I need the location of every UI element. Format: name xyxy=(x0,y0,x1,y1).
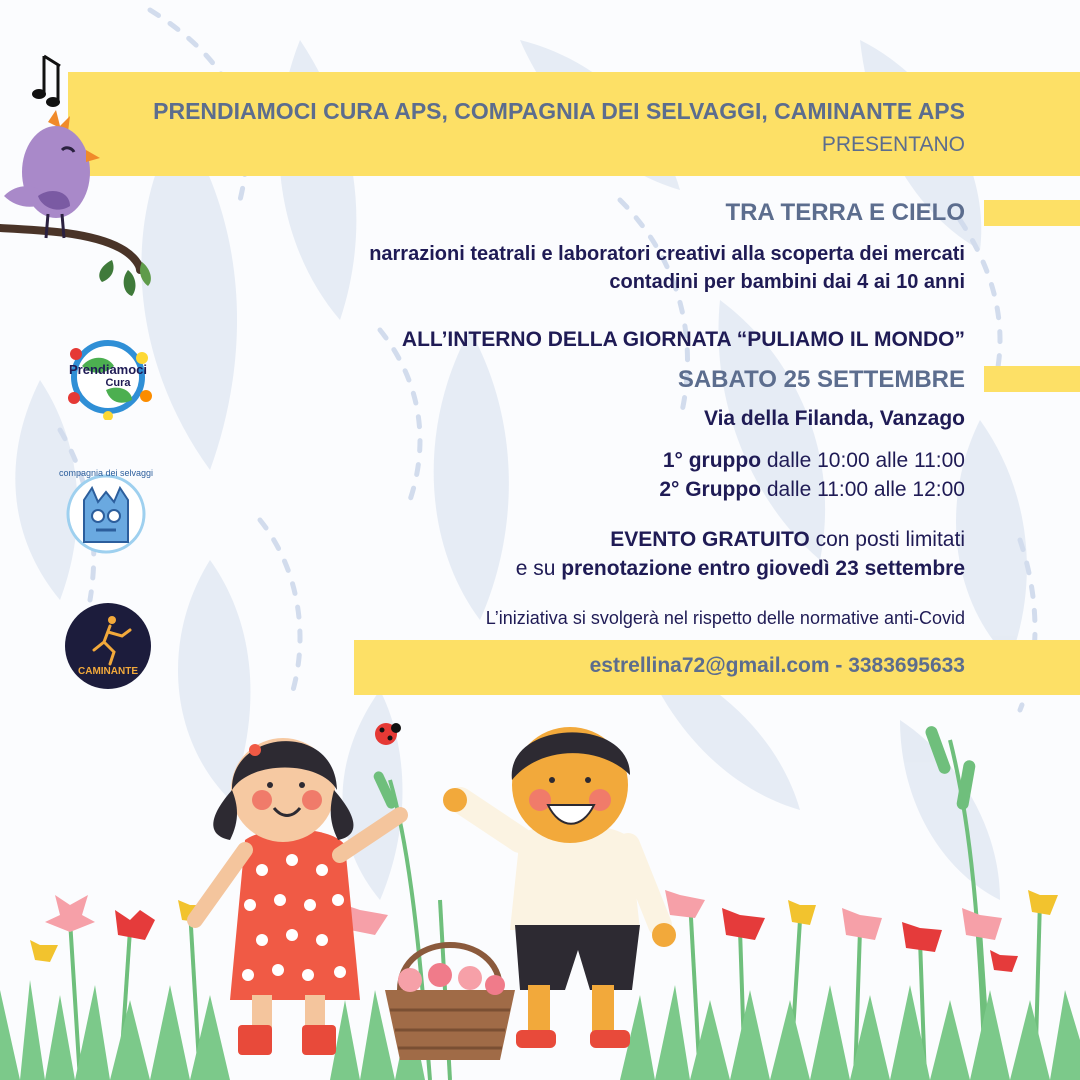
event-location: Via della Filanda, Vanzago xyxy=(703,407,965,430)
event-description-line2: contadini per bambini dai 4 ai 10 anni xyxy=(609,271,965,293)
event-title: TRA TERRA E CIELO xyxy=(725,199,965,226)
free-event-rest: con posti limitati xyxy=(809,528,965,551)
prendiamoci-logo-line2: Cura xyxy=(105,377,131,389)
organizers-heading: PRENDIAMOCI CURA APS, COMPAGNIA DEI SELVAGGI, CAMINANTE APS xyxy=(153,98,965,124)
girl-illustration xyxy=(195,738,400,1055)
group-1-time: dalle 10:00 alle 11:00 xyxy=(761,449,965,472)
booking-prefix: e su xyxy=(515,557,562,580)
free-event-label: EVENTO GRATUITO xyxy=(610,528,810,551)
event-date: SABATO 25 SETTEMBRE xyxy=(677,366,965,393)
event-description-line1: narrazioni teatrali e laboratori creativi alla scoperta dei mercati xyxy=(369,243,965,265)
selvaggi-logo-text: compagnia dei selvaggi xyxy=(58,468,154,478)
group-1-label: 1° gruppo xyxy=(662,449,762,472)
caminante-logo-text: CAMINANTE xyxy=(78,666,138,677)
booking-deadline: prenotazione entro giovedì 23 settembre xyxy=(561,557,965,580)
covid-note: L’iniziativa si svolgerà nel rispetto delle normative anti-Covid xyxy=(485,608,965,628)
ladybug-illustration xyxy=(375,723,401,745)
flower-basket-illustration xyxy=(385,945,515,1060)
presents-label: PRESENTANO xyxy=(821,133,965,156)
group-2-time: dalle 11:00 alle 12:00 xyxy=(761,478,965,501)
prendiamoci-logo-line1: Prendiamoci xyxy=(68,362,148,377)
event-context: ALL’INTERNO DELLA GIORNATA “PULIAMO IL MONDO” xyxy=(401,328,965,351)
group-2-label: 2° Gruppo xyxy=(659,478,762,501)
contact-info[interactable]: estrellina72@gmail.com - 3383695633 xyxy=(589,654,965,677)
